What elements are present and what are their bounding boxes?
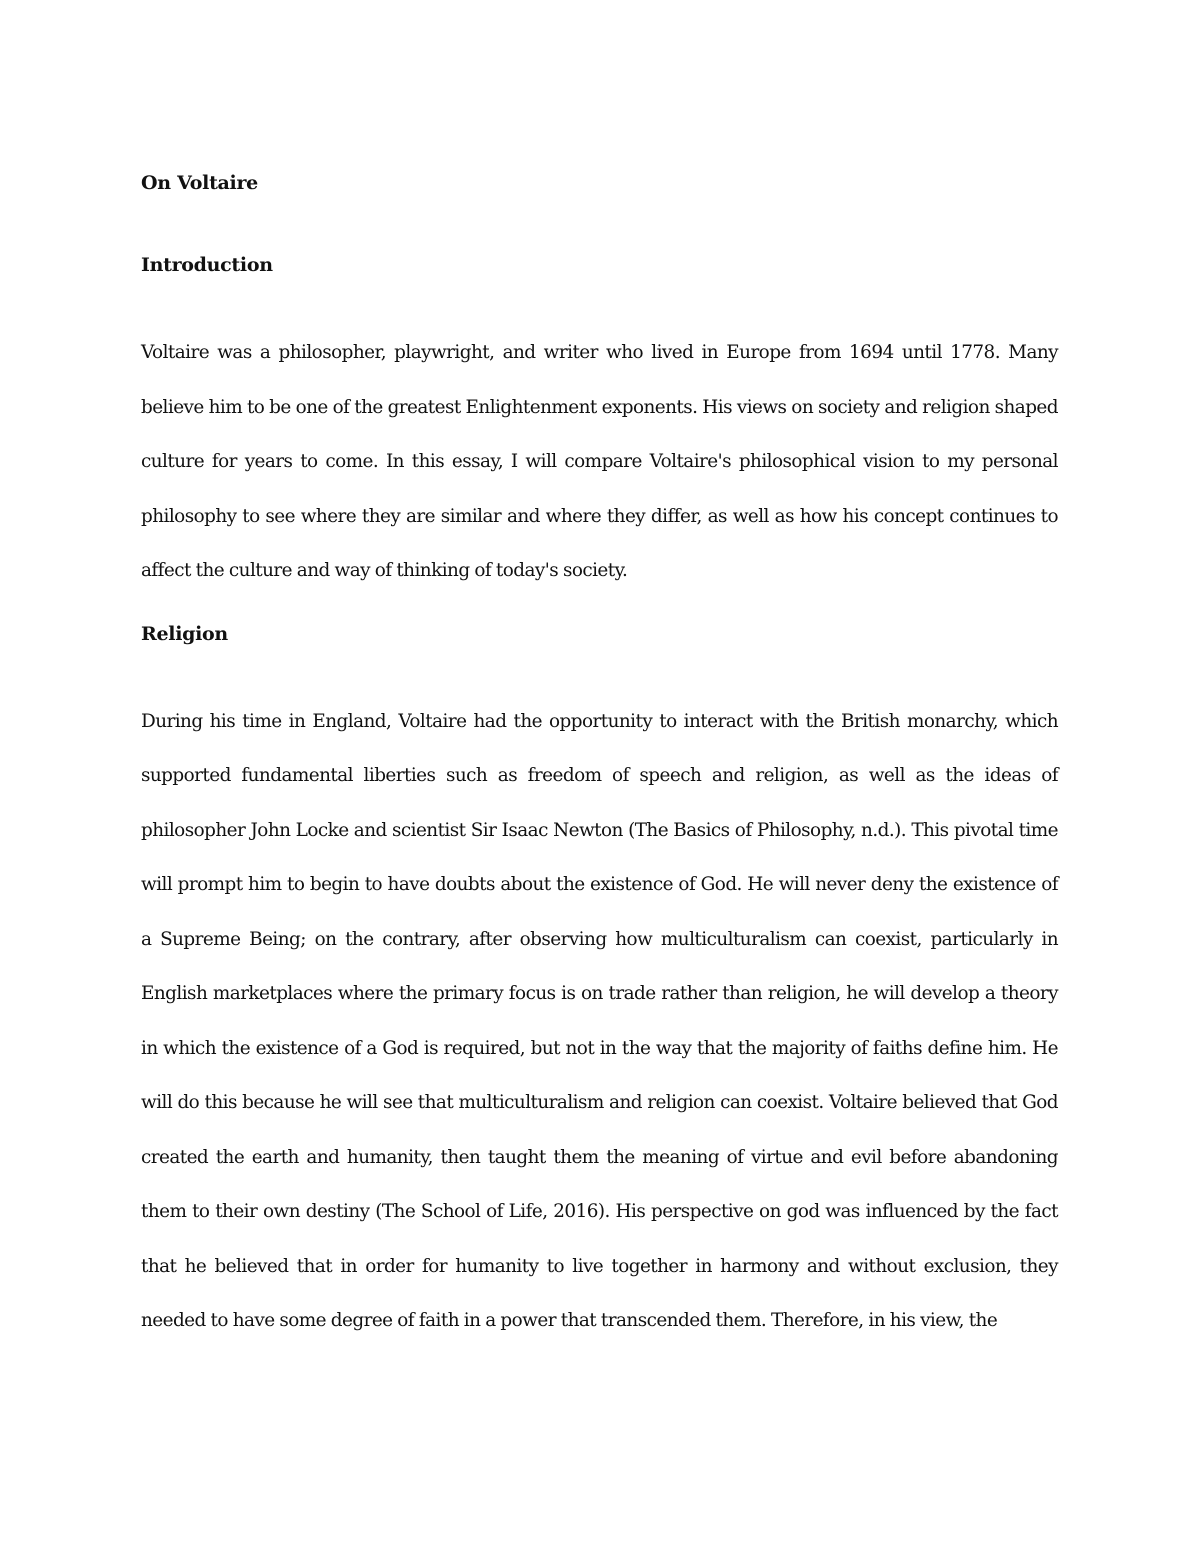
document-body bbox=[141, 166, 1058, 1367]
section-heading-introduction: Introduction bbox=[141, 254, 273, 276]
section-heading-religion: Religion bbox=[141, 622, 228, 645]
document-title: On Voltaire bbox=[141, 172, 258, 194]
religion-paragraph: During his time in England, Voltaire had the opportunity to interact with the British monarchy, which supported fundamental liberties such as freedom of speech and religion, as well as the ideas of philosopher John Locke and scientist Sir Isaac Newton (The Basics of Philosophy, n.d.). This pivotal time will prompt him to begin to have doubts about the existence of God. He will never deny the existence of a Supreme Being; on the contrary, after observing how multiculturalism can coexist, particularly in English marketplaces where the primary focus is on trade rather than religion, he will develop a theory in which the existence of a God is required, but not in the way that the majority of faiths define him. He will do this because he will see that multiculturalism and religion can coexist. Voltaire believed that God created the earth and humanity, then taught them the meaning of virtue and evil before abandoning them to their own destiny (The School of Life, 2016). His perspective on god was influenced by the fact that he believed that in order for humanity to live together in harmony and without exclusion, they needed to have some degree of faith in a power that transcended them. Therefore, in his view, the bbox=[141, 710, 1058, 1331]
introduction-paragraph: Voltaire was a philosopher, playwright, and writer who lived in Europe from 1694 until 1778. Many believe him to be one of the greatest Enlightenment exponents. His views on society and religion shaped culture for years to come. In this essay, I will compare Voltaire's philosophical vision to my personal philosophy to see where they are similar and where they differ, as well as how his concept continues to affect the culture and way of thinking of today's society. bbox=[141, 342, 1058, 581]
